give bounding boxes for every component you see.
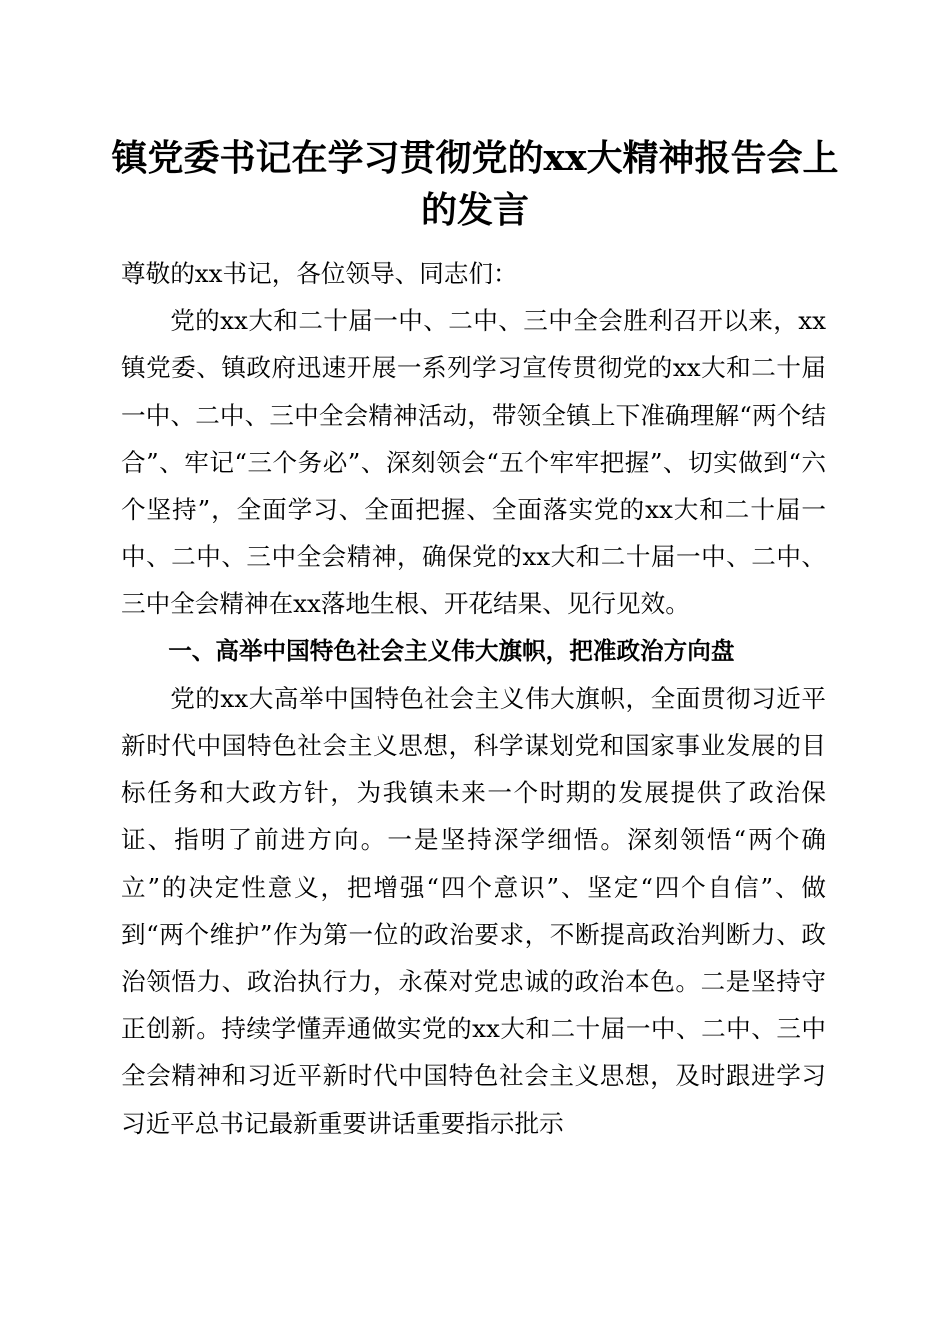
section-heading-1: 一、高举中国特色社会主义伟大旗帜，把准政治方向盘 [168,636,735,665]
document-title: 镇党委书记在学习贯彻党的xx大精神报告会上的发言 [111,137,839,231]
intro-paragraph: 党的xx大和二十届一中、二中、三中全会胜利召开以来，xx镇党委、镇政府迅速开展一系列学习宣传贯彻党的xx大和二十届一中、二中、三中全会精神活动，带领全镇上下准确理解“两个结合”、牢记“三个务必”、深刻领会“五个牢牢把握”、切实做到“六个坚持”，全面学习、全面把握、全面落实党的xx大和二十届一中、二中、三中全会精神，确保党的xx大和二十届一中、二中、三中全会精神在xx落地生根、开花结果、见行见效。 [121,306,826,619]
document-body [121,250,826,1147]
section-1-paragraph: 党的xx大高举中国特色社会主义伟大旗帜，全面贯彻习近平新时代中国特色社会主义思想，科学谋划党和国家事业发展的目标任务和大政方针，为我镇未来一个时期的发展提供了政治保证、指明了前进方向。一是坚持深学细悟。深刻领悟“两个确立”的决定性意义，把增强“四个意识”、坚定“四个自信”、做到“两个维护”作为第一位的政治要求，不断提高政治判断力、政治领悟力、政治执行力，永葆对党忠诚的政治本色。二是坚持守正创新。持续学懂弄通做实党的xx大和二十届一中、二中、三中全会精神和习近平新时代中国特色社会主义思想，及时跟进学习习近平总书记最新重要讲话重要指示批示 [121,683,826,1138]
salutation: 尊敬的xx书记，各位领导、同志们： [121,259,518,288]
